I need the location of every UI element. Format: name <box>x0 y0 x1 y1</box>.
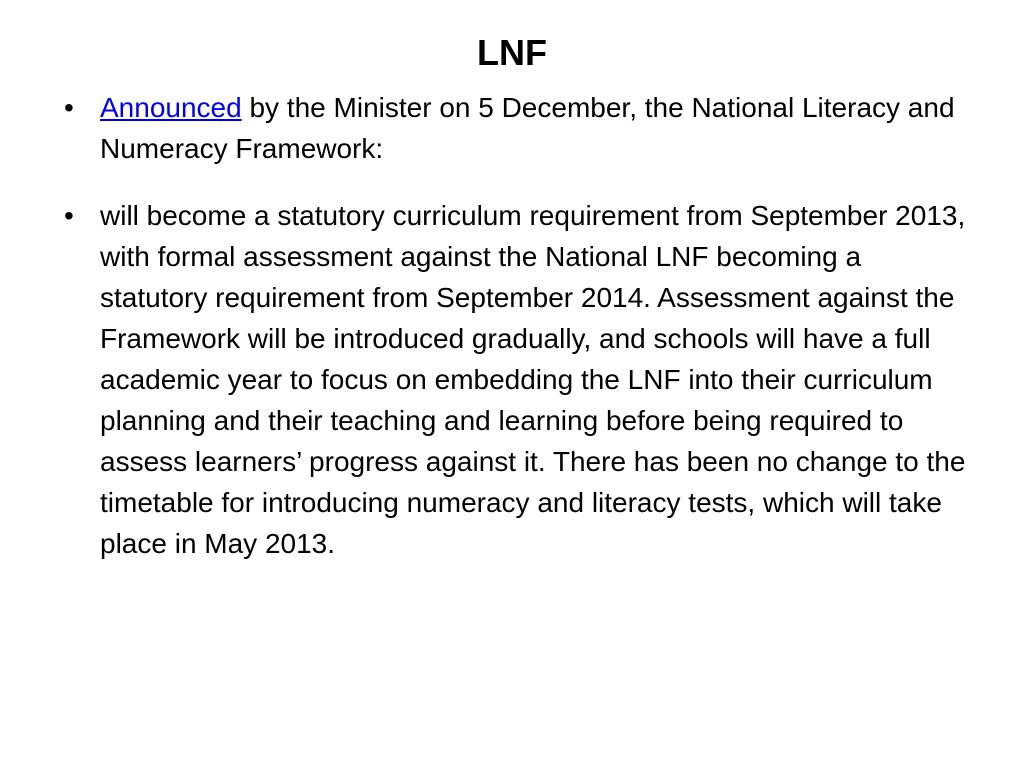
bullet-icon: • <box>64 92 74 123</box>
announcement-text: by the Minister on 5 December, the National Literacy and Numeracy Framework: <box>100 92 955 164</box>
requirement-text: will become a statutory curriculum requirement from September 2013, with formal assessment against the National LNF becoming a statutory requirement from September 2014. Assessment against the Framework will be introduced gradually, and schools will have a full academic year to focus on embedding the LNF into their curriculum planning and their teaching and learning before being required to assess learners’ progress against it. There has been no change to the timetable for introducing numeracy and literacy tests, which will take place in May 2013. <box>100 200 966 559</box>
slide-title: LNF <box>477 32 547 73</box>
bullet-item-announcement <box>64 87 974 169</box>
bullet-list <box>64 87 974 590</box>
bullet-item-requirement <box>64 195 974 564</box>
bullet-text-announcement <box>100 92 955 164</box>
announced-link[interactable]: Announced <box>100 92 242 123</box>
bullet-icon: • <box>64 200 74 231</box>
